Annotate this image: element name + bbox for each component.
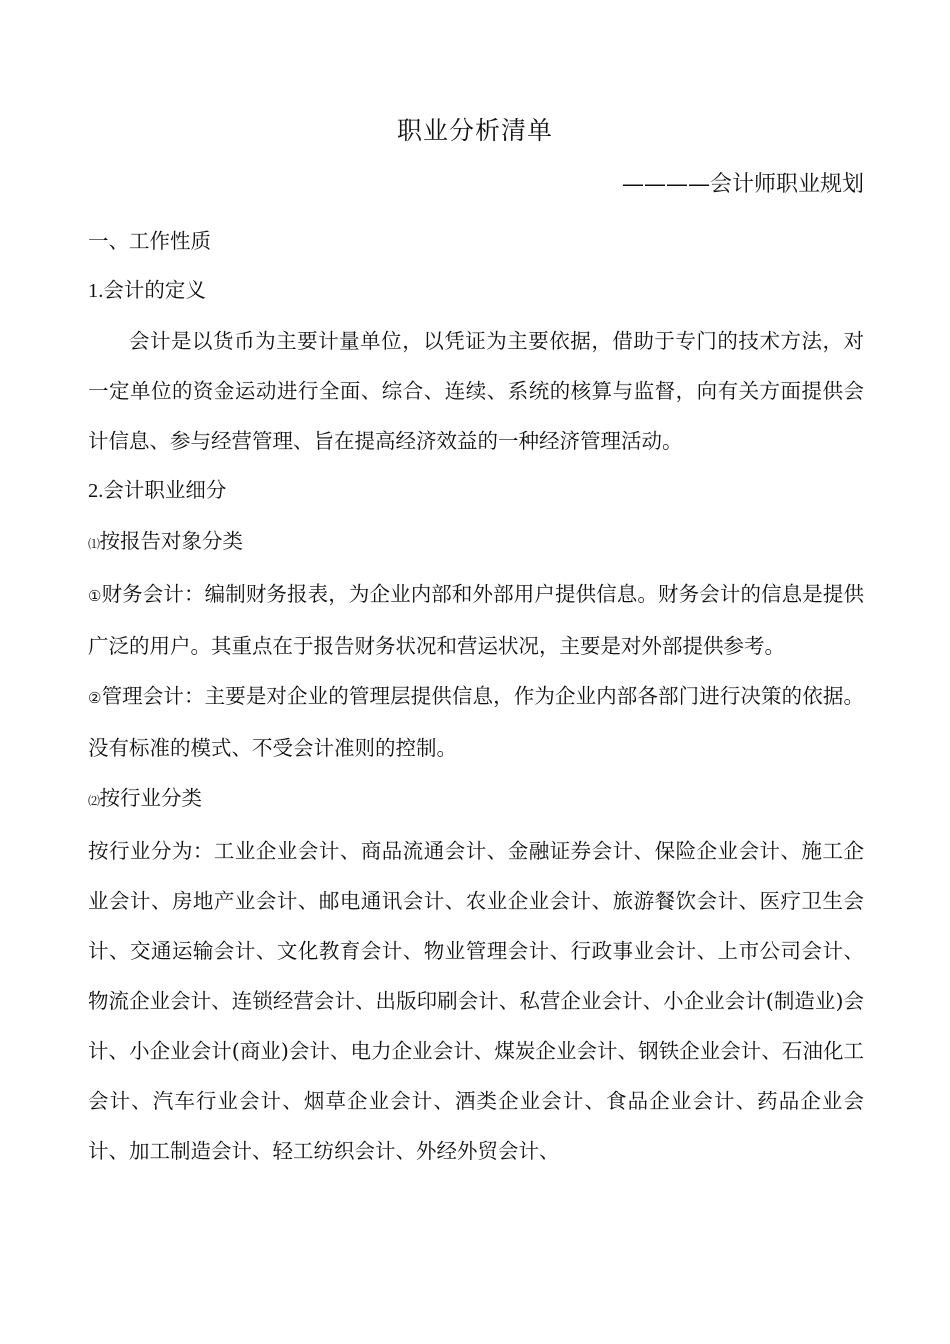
subheading-text: 按行业分类 xyxy=(99,786,203,810)
list-marker: ① xyxy=(88,587,102,605)
numbered-heading-subdivision: 2.会计职业细分 xyxy=(88,480,227,502)
numbered-heading-definition: 1.会计的定义 xyxy=(88,280,206,302)
list-item-management-accounting xyxy=(88,671,864,773)
subheading-text: 按报告对象分类 xyxy=(99,529,244,553)
industry-list-paragraph: 按行业分为：工业企业会计、商品流通会计、金融证券会计、保险企业会计、施工企业会计、房地产业会计、邮电通讯会计、农业企业会计、旅游餐饮会计、医疗卫生会计、交通运输会计、文化教育会计、物业管理会计、行政事业会计、上市公司会计、物流企业会计、连锁经营会计、出版印刷会计、私营企业会计、小企业会计(制造业)会计、小企业会计(商业)会计、电力企业会计、煤炭企业会计、钢铁企业会计、石油化工会计、汽车行业会计、烟草企业会计、酒类企业会计、食品企业会计、药品企业会计、加工制造会计、轻工纺织会计、外经外贸会计、 xyxy=(88,839,864,1163)
subheading-industry xyxy=(88,773,864,826)
document-body xyxy=(88,216,864,1176)
list-marker: ② xyxy=(88,689,102,707)
list-marker: ⑵ xyxy=(88,794,100,808)
subheading-report-object xyxy=(88,516,864,569)
definition-paragraph: 会计是以货币为主要计量单位，以凭证为主要依据，借助于专门的技术方法，对一定单位的资金运动进行全面、综合、连续、系统的核算与监督，向有关方面提供会计信息、参与经营管理、旨在提高经济效益的一种经济管理活动。 xyxy=(88,329,864,453)
list-marker: ⑴ xyxy=(88,537,100,551)
list-item-financial-accounting xyxy=(88,569,864,671)
section-heading: 一、工作性质 xyxy=(88,229,211,253)
document-subtitle: ————会计师职业规划 xyxy=(621,172,864,197)
document-title: 职业分析清单 xyxy=(396,116,553,145)
list-item-text: 财务会计：编制财务报表，为企业内部和外部用户提供信息。财务会计的信息是提供广泛的用户。其重点在于报告财务状况和营运状况，主要是对外部提供参考。 xyxy=(88,582,864,658)
list-item-text: 管理会计：主要是对企业的管理层提供信息，作为企业内部各部门进行决策的依据。没有标准的模式、不受会计准则的控制。 xyxy=(88,684,864,760)
